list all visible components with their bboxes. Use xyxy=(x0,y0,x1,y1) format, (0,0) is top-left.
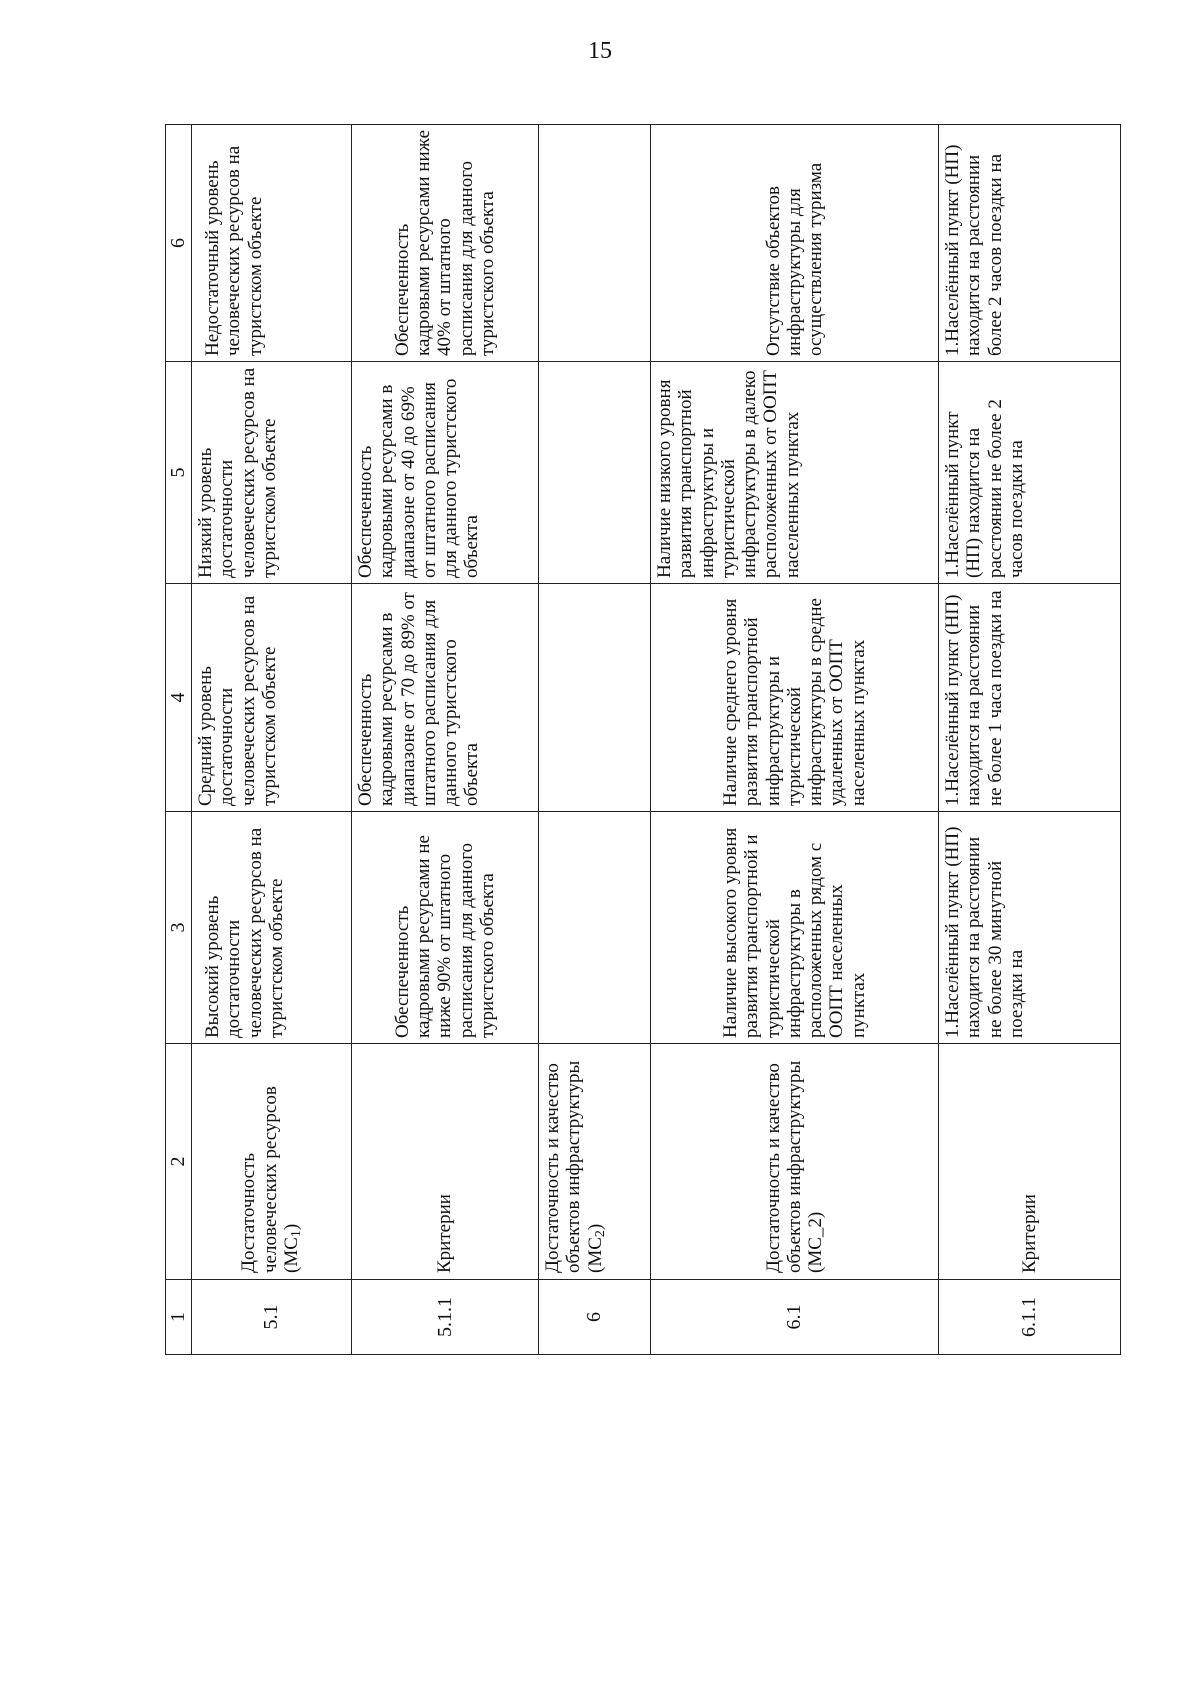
row-number: 6.1 xyxy=(651,1280,939,1355)
row-number: 5.1 xyxy=(192,1280,352,1355)
row-number: 5.1.1 xyxy=(352,1280,539,1355)
cell-level-insufficient: 1.Населённый пункт (НП) находится на расстоянии более 2 часов поездки на xyxy=(939,125,1121,362)
criteria-table xyxy=(165,124,1121,1355)
cell-empty xyxy=(539,125,651,362)
cell-empty xyxy=(539,584,651,812)
header-cell: 1 xyxy=(166,1280,192,1355)
cell-level-medium: Обеспеченность кадровыми ресурсами в диапазоне от 70 до 89% от штатного расписания для данного туристского объекта xyxy=(352,584,539,812)
row-name: Достаточность человеческих ресурсов $(МС_1)$ xyxy=(192,1044,352,1280)
header-cell: 2 xyxy=(166,1044,192,1280)
header-cell: 4 xyxy=(166,584,192,812)
cell-level-low: Обеспеченность кадровыми ресурсами в диапазоне от 40 до 69% от штатного расписания для данного туристского объекта xyxy=(352,362,539,584)
cell-level-medium: Наличие среднего уровня развития транспортной инфраструктуры и туристической инфраструктуры в средне удаленных от ООПТ населенных пунктах xyxy=(651,584,939,812)
header-cell: 6 xyxy=(166,125,192,362)
cell-level-high: Высокий уровень достаточности человеческих ресурсов на туристском объекте xyxy=(192,812,352,1044)
table-row xyxy=(651,125,939,1355)
cell-level-high: Наличие высокого уровня развития транспортной и туристической инфраструктуры в расположенных рядом с ООПТ населенных пунктах xyxy=(651,812,939,1044)
cell-level-low: Наличие низкого уровня развития транспортной инфраструктуры и туристической инфраструктуры в далеко расположенных от ООПТ населенных пунктах xyxy=(651,362,939,584)
row-name: Критерии xyxy=(939,1044,1121,1280)
cell-empty xyxy=(539,812,651,1044)
header-row xyxy=(166,125,192,1355)
cell-level-medium: 1.Населённый пункт (НП) находится на расстоянии не более 1 часа поездки на xyxy=(939,584,1121,812)
page-number: 15 xyxy=(588,38,612,64)
cell-level-low: Низкий уровень достаточности человеческих ресурсов на туристском объекте xyxy=(192,362,352,584)
cell-level-low: 1.Населённый пункт (НП) находится на расстоянии не более 2 часов поездки на xyxy=(939,362,1121,584)
table-row xyxy=(352,125,539,1355)
cell-level-insufficient: Обеспеченность кадровыми ресурсами ниже 40% от штатного расписания для данного туристского объекта xyxy=(352,125,539,362)
row-name: Достаточность и качество объектов инфраструктуры $(МС_2)$ xyxy=(539,1044,651,1280)
row-name: Достаточность и качество объектов инфраструктуры (МС_2) xyxy=(651,1044,939,1280)
header-cell: 3 xyxy=(166,812,192,1044)
cell-level-medium: Средний уровень достаточности человеческих ресурсов на туристском объекте xyxy=(192,584,352,812)
cell-level-high: Обеспеченность кадровыми ресурсами не ниже 90% от штатного расписания для данного туристского объекта xyxy=(352,812,539,1044)
row-number: 6 xyxy=(539,1280,651,1355)
cell-empty xyxy=(539,362,651,584)
cell-level-high: 1.Населённый пункт (НП) находится на расстоянии не более 30 минутной поездки на xyxy=(939,812,1121,1044)
header-cell: 5 xyxy=(166,362,192,584)
cell-level-insufficient: Недостаточный уровень человеческих ресурсов на туристском объекте xyxy=(192,125,352,362)
cell-level-insufficient: Отсутствие объектов инфраструктуры для осуществления туризма xyxy=(651,125,939,362)
row-number: 6.1.1 xyxy=(939,1280,1121,1355)
row-name: Критерии xyxy=(352,1044,539,1280)
table-row xyxy=(539,125,651,1355)
table-row xyxy=(939,125,1121,1355)
rotated-table-wrapper xyxy=(165,125,1120,1355)
table-row xyxy=(192,125,352,1355)
